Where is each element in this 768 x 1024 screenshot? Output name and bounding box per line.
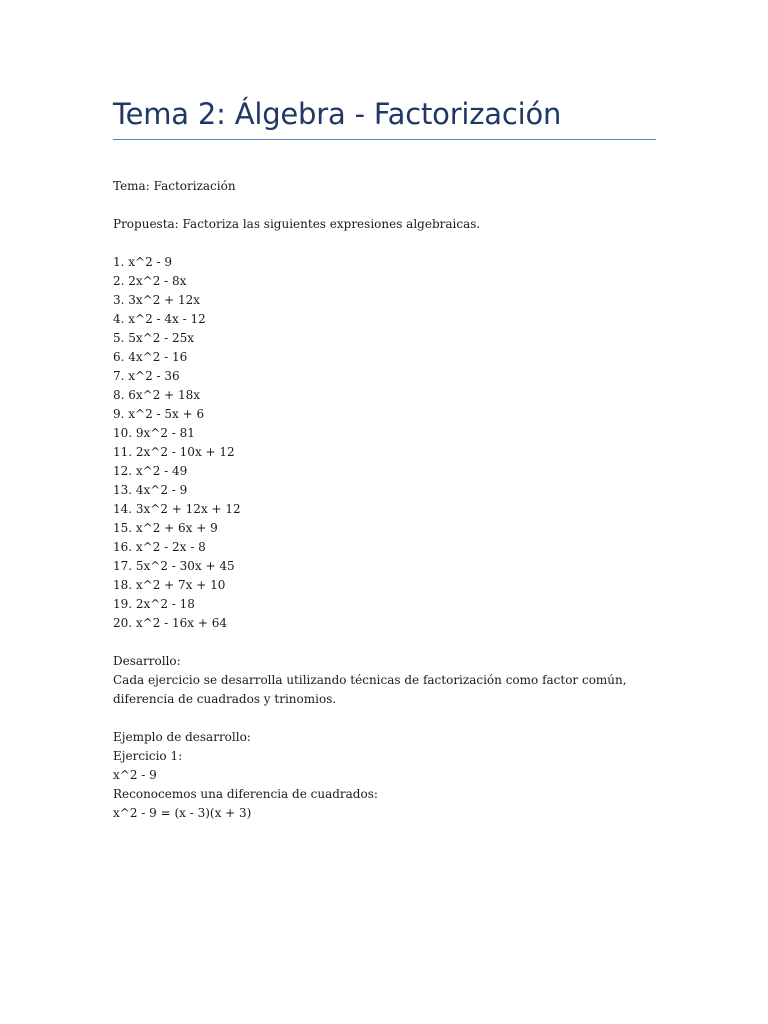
exercise-item: 14. 3x^2 + 12x + 12 xyxy=(113,502,241,516)
exercise-list xyxy=(113,253,656,633)
example-recognition: Reconocemos una diferencia de cuadrados: xyxy=(113,787,378,801)
exercise-item: 5. 5x^2 - 25x xyxy=(113,331,195,345)
topic-line: Tema: Factorización xyxy=(113,179,236,193)
exercise-item: 12. x^2 - 49 xyxy=(113,464,188,478)
exercise-item: 7. x^2 - 36 xyxy=(113,369,180,383)
exercise-item: 19. 2x^2 - 18 xyxy=(113,597,195,611)
example-heading: Ejemplo de desarrollo: xyxy=(113,730,251,744)
example-expression: x^2 - 9 xyxy=(113,768,157,782)
exercise-item: 9. x^2 - 5x + 6 xyxy=(113,407,205,421)
example-exercise-label: Ejercicio 1: xyxy=(113,749,183,763)
document-page xyxy=(113,92,656,823)
exercise-item: 20. x^2 - 16x + 64 xyxy=(113,616,228,630)
exercise-item: 2. 2x^2 - 8x xyxy=(113,274,187,288)
exercise-item: 8. 6x^2 + 18x xyxy=(113,388,201,402)
exercise-item: 15. x^2 + 6x + 9 xyxy=(113,521,218,535)
spacer xyxy=(113,196,656,215)
exercise-item: 17. 5x^2 - 30x + 45 xyxy=(113,559,235,573)
title-underline xyxy=(113,139,656,140)
proposal-line: Propuesta: Factoriza las siguientes expresiones algebraicas. xyxy=(113,217,481,231)
spacer xyxy=(113,709,656,728)
development-heading: Desarrollo: xyxy=(113,654,181,668)
spacer xyxy=(113,633,656,652)
exercise-item: 1. x^2 - 9 xyxy=(113,255,173,269)
development-text: Cada ejercicio se desarrolla utilizando técnicas de factorización como factor común, diferencia de cuadrados y trinomios. xyxy=(113,673,627,706)
document-body xyxy=(113,177,656,823)
example-result: x^2 - 9 = (x - 3)(x + 3) xyxy=(113,806,252,820)
exercise-item: 4. x^2 - 4x - 12 xyxy=(113,312,206,326)
document-title: Tema 2: Álgebra - Factorización xyxy=(113,97,562,131)
exercise-item: 13. 4x^2 - 9 xyxy=(113,483,188,497)
spacer xyxy=(113,234,656,253)
exercise-item: 16. x^2 - 2x - 8 xyxy=(113,540,206,554)
exercise-item: 10. 9x^2 - 81 xyxy=(113,426,195,440)
exercise-item: 18. x^2 + 7x + 10 xyxy=(113,578,226,592)
exercise-item: 6. 4x^2 - 16 xyxy=(113,350,188,364)
exercise-item: 11. 2x^2 - 10x + 12 xyxy=(113,445,235,459)
exercise-item: 3. 3x^2 + 12x xyxy=(113,293,201,307)
